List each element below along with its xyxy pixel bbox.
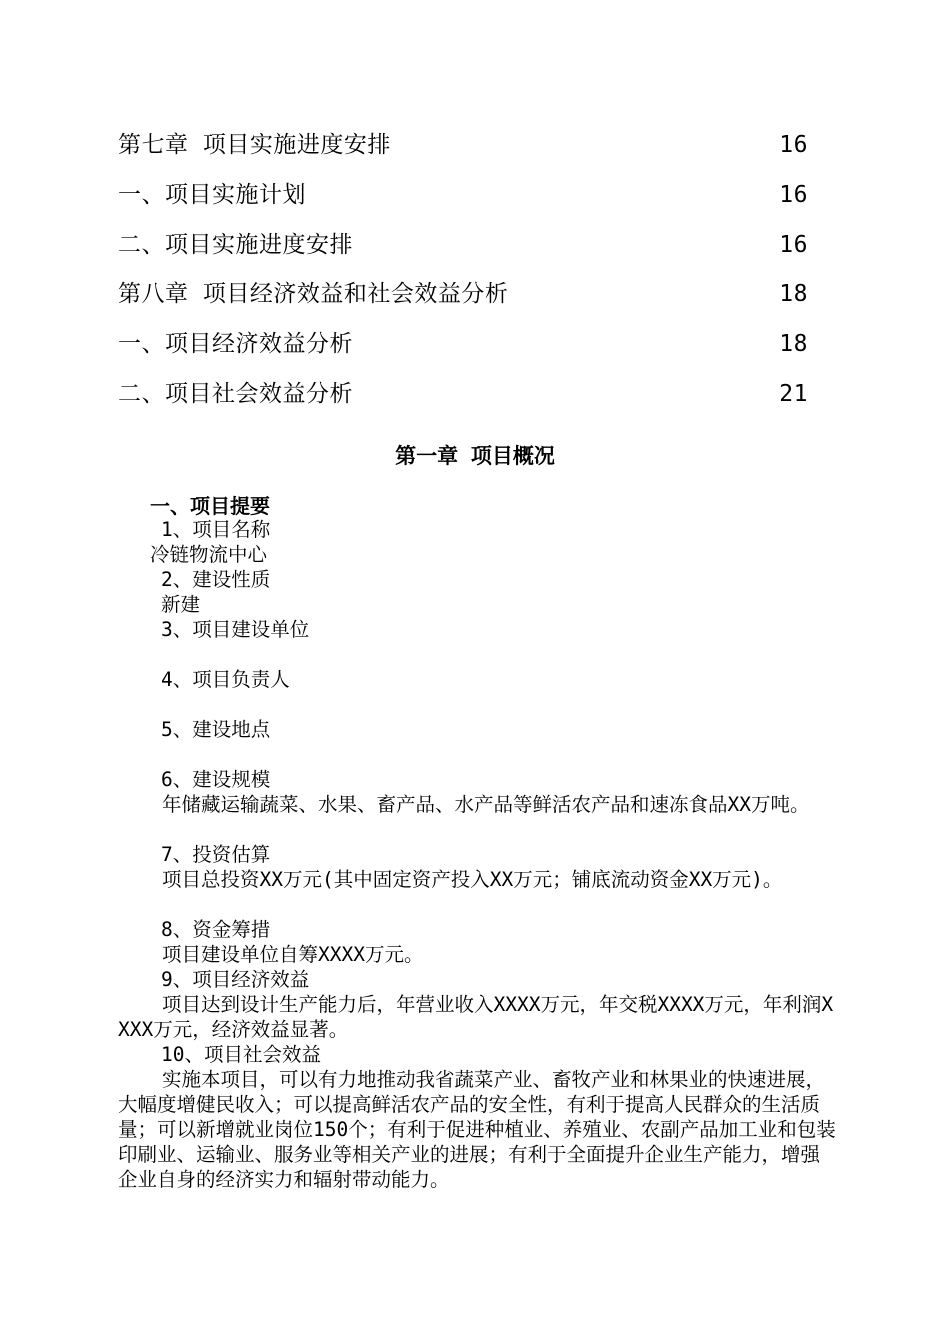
toc-entry-title: 二、项目社会效益分析: [118, 381, 353, 407]
item-text-social: 实施本项目，可以有力地推动我省蔬菜产业、畜牧产业和林果业的快速进展，大幅度增健民收入；可以提高鲜活农产品的安全性，有利于提高人民群众的生活质量；可以新增就业岗位150个；有利于促进种植业、养殖业、农副产品加工业和包装印刷业、运输业、服务业等相关产业的进展；有利于全面提升企业生产能力，增强企业自身的经济实力和辐射带动能力。: [118, 1068, 836, 1191]
toc-entry-page: 18: [779, 281, 808, 307]
item-value-nature: 新建: [161, 593, 201, 616]
item-label-funding: 8、资金筹措: [161, 918, 271, 941]
item-text-scale: 年储藏运输蔬菜、水果、畜产品、水产品等鲜活农产品和速冻食品XX万吨。: [162, 793, 810, 816]
section-heading: 一、项目提要: [150, 494, 270, 518]
item-label-scale: 6、建设规模: [161, 768, 271, 791]
item-label-invest: 7、投资估算: [161, 843, 271, 866]
toc-entry[interactable]: [118, 129, 808, 161]
item-label-unit: 3、项目建设单位: [161, 618, 310, 641]
toc-entry[interactable]: [118, 378, 808, 410]
item-label-social: 10、项目社会效益: [161, 1043, 321, 1066]
item-label-site: 5、建设地点: [161, 718, 271, 741]
toc-entry-title: 第七章 项目实施进度安排: [118, 132, 391, 158]
toc-entry-page: 16: [779, 132, 808, 158]
item-label-econ: 9、项目经济效益: [161, 968, 310, 991]
toc-entry-page: 16: [779, 182, 808, 208]
toc-entry[interactable]: [118, 179, 808, 211]
toc-entry-title: 第八章 项目经济效益和社会效益分析: [118, 281, 509, 307]
item-label-owner: 4、项目负责人: [161, 668, 290, 691]
toc-entry-page: 21: [779, 381, 808, 407]
toc-entry[interactable]: [118, 229, 808, 261]
toc-entry-title: 一、项目实施计划: [118, 182, 306, 208]
toc-entry-title: 二、项目实施进度安排: [118, 232, 353, 258]
item-text-econ: 项目达到设计生产能力后，年营业收入XXXX万元，年交税XXXX万元，年利润XXXX万元，经济效益显著。: [118, 993, 834, 1041]
toc-entry[interactable]: [118, 278, 808, 310]
item-label-name: 1、项目名称: [161, 518, 271, 541]
toc-entry-title: 一、项目经济效益分析: [118, 331, 353, 357]
toc-entry-page: 16: [779, 232, 808, 258]
item-value-name: 冷链物流中心: [150, 543, 268, 566]
toc-entry[interactable]: [118, 328, 808, 360]
item-label-nature: 2、建设性质: [161, 568, 271, 591]
item-text-invest: 项目总投资XX万元(其中固定资产投入XX万元；铺底流动资金XX万元)。: [162, 868, 783, 891]
item-text-funding: 项目建设单位自筹XXXX万元。: [162, 943, 424, 966]
chapter-title: 第一章 项目概况: [395, 444, 555, 468]
toc-entry-page: 18: [779, 331, 808, 357]
